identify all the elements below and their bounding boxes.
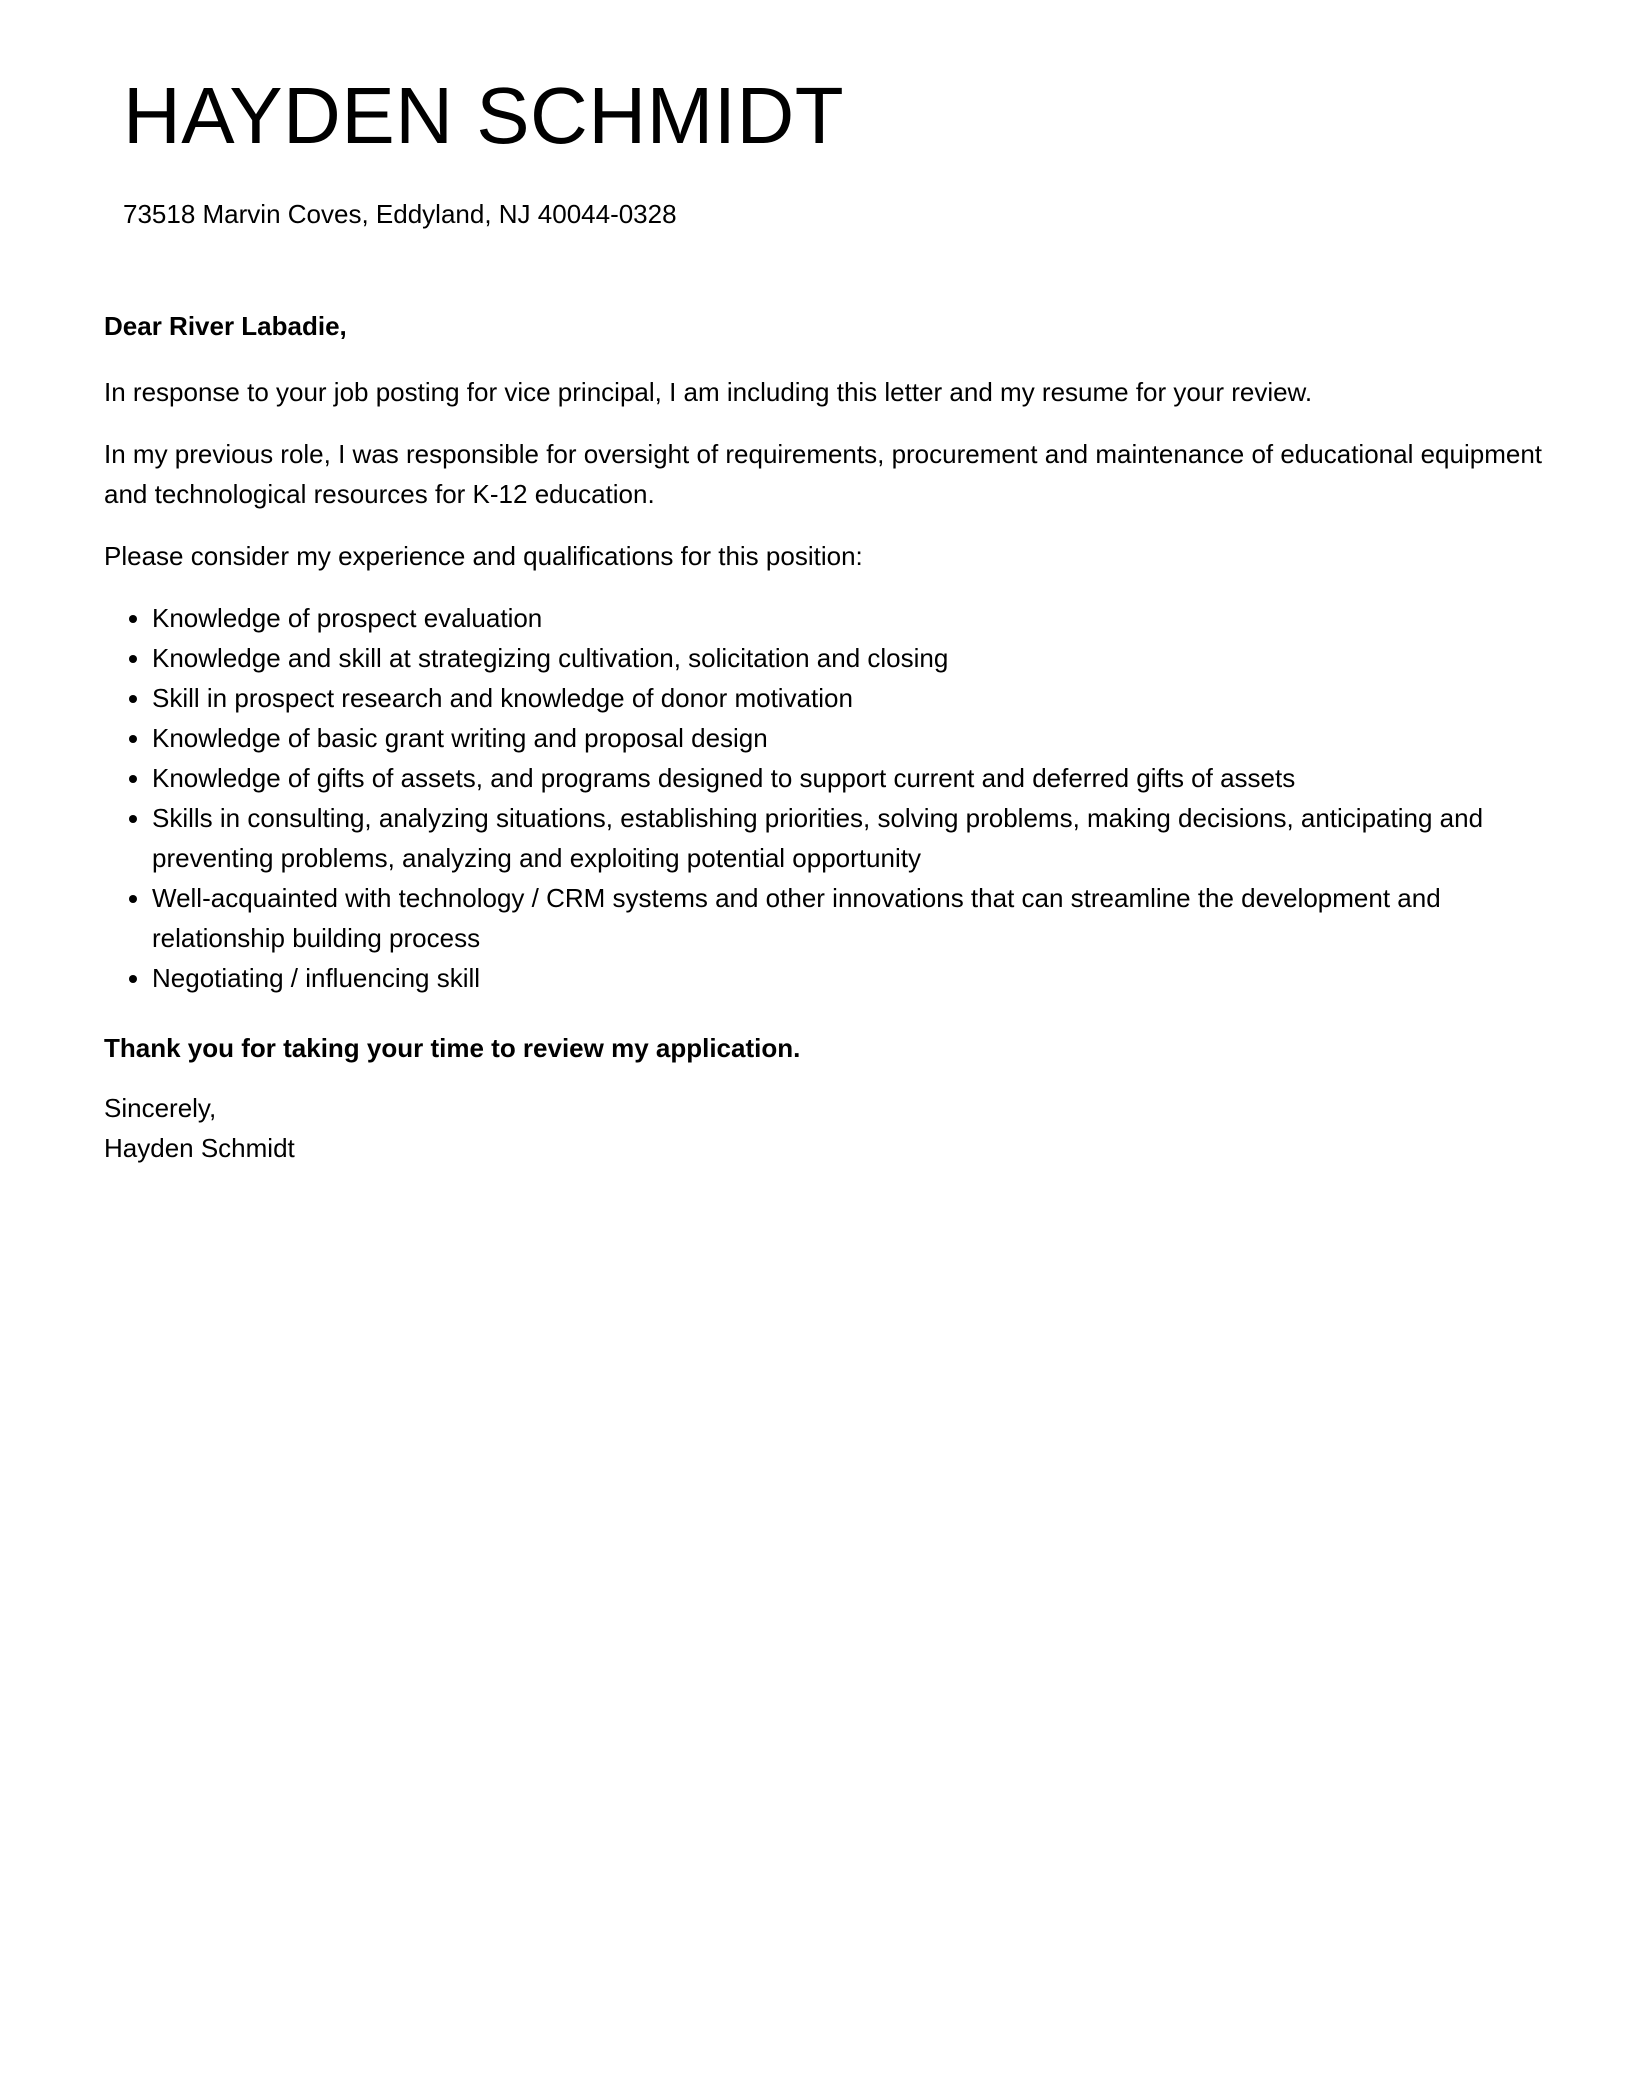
qualifications-list xyxy=(104,598,1544,998)
list-item: • Negotiating / influencing skill xyxy=(152,958,1544,998)
list-item: • Knowledge of gifts of assets, and programs designed to support current and deferred gifts of assets xyxy=(152,758,1544,798)
signature-name: Hayden Schmidt xyxy=(104,1133,295,1163)
applicant-name: HAYDEN SCHMIDT xyxy=(123,71,845,160)
signoff: Sincerely, xyxy=(104,1093,217,1123)
salutation: Dear River Labadie, xyxy=(104,311,347,341)
letter-body xyxy=(104,306,1544,1168)
applicant-address: 73518 Marvin Coves, Eddyland, NJ 40044-0328 xyxy=(123,199,677,229)
qualifications-intro: Please consider my experience and qualifications for this position: xyxy=(104,541,863,571)
list-item: • Skill in prospect research and knowledge of donor motivation xyxy=(152,678,1544,718)
list-item: • Knowledge of prospect evaluation xyxy=(152,598,1544,638)
list-item: • Knowledge of basic grant writing and proposal design xyxy=(152,718,1544,758)
letter-header xyxy=(123,68,844,230)
closing-line: Thank you for taking your time to review my application. xyxy=(104,1033,801,1063)
intro-paragraph: In response to your job posting for vice principal, I am including this letter and my resume for your review. xyxy=(104,377,1313,407)
list-item: • Knowledge and skill at strategizing cultivation, solicitation and closing xyxy=(152,638,1544,678)
list-item: • Skills in consulting, analyzing situations, establishing priorities, solving problems, making decisions, anticipating and preventing problems, analyzing and exploiting potential opportunity xyxy=(152,798,1544,878)
experience-paragraph: In my previous role, I was responsible for oversight of requirements, procurement and maintenance of educational equipment and technological resources for K-12 education. xyxy=(104,439,1542,509)
list-item: • Well-acquainted with technology / CRM systems and other innovations that can streamline the development and relationship building process xyxy=(152,878,1544,958)
